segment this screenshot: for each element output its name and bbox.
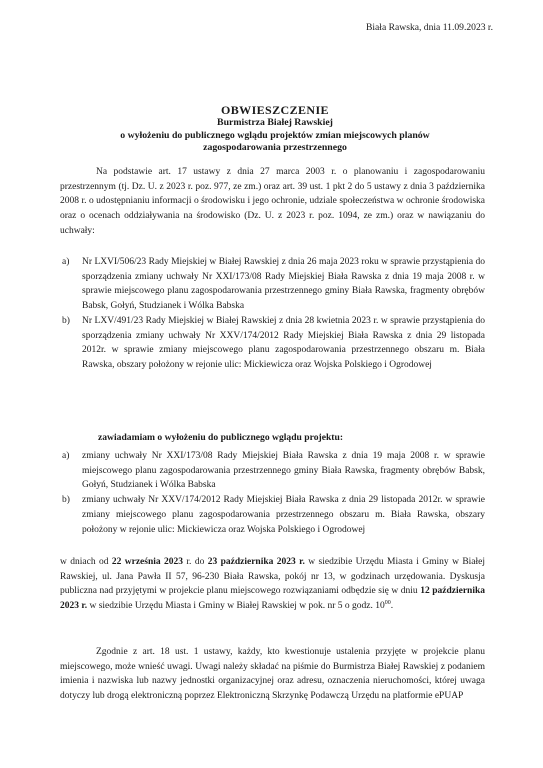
time-minutes: 00	[384, 599, 391, 606]
notice-issuer: Burmistrza Białej Rawskiej	[217, 116, 333, 128]
list-item	[60, 314, 485, 373]
resolution-a-text: Nr LXVI/506/23 Rady Miejskiej w Białej Rawskiej z dnia 26 maja 2023 roku w sprawie przystąpienia do sporządzenia zmiany uchwały Nr XXI/173/08 Rady Miejskiej Biała Rawska z dnia 19 maja 2008 r. w sprawie miejscowego planu zagospodarowania przestrzennego gminy Biała Rawska, fragmenty obrębów Babsk, Gołyń, Studzianek i Wólka Babska	[82, 257, 485, 312]
period-text: w dniach od	[60, 557, 112, 567]
period-text: r. do	[183, 557, 208, 567]
resolution-b-text: Nr LXV/491/23 Rady Miejskiej w Białej Rawskiej z dnia 28 kwietnia 2023 r. w sprawie przystąpienia do sporządzenia zmiany uchwały Nr XXV/174/2012 Rady Miejskiej Biała Rawska z dnia 29 listopada 2012r. w sprawie zmiany miejscowego planu zagospodarowania przestrzennego obszaru m. Biała Rawska, obszary położony w rejonie ulic: Mickiewicza oraz Wojska Polskiego i Ogrodowej	[82, 315, 485, 370]
notice-subject-line1: o wyłożeniu do publicznego wglądu projektów zmian miejscowych planów	[120, 129, 430, 141]
project-b-text: zmiany uchwały Nr XXV/174/2012 Rady Miejskiej Biała Rawska z dnia 29 listopada 2012r. w sprawie zmiany miejscowego planu zagospodarowania przestrzennego obszaru m. Biała Rawska, obszary położony w rejonie ulic: Mickiewicza oraz Wojska Polskiego i Ogrodowej	[82, 495, 485, 535]
list-item	[60, 255, 485, 314]
list-marker: a)	[62, 257, 70, 267]
period-text: .	[390, 601, 394, 612]
discussion-date: 12 października 2023 r.	[60, 586, 486, 612]
period-text: w siedzibie Urzędu Miasta i Gminy w Białej Rawskiej w pok. nr 5 o godz. 10	[87, 601, 385, 612]
display-period-paragraph	[60, 555, 485, 614]
place-date: Biała Rawska, dnia 11.09.2023 r.	[365, 22, 493, 33]
list-item	[60, 449, 485, 493]
list-marker: b)	[62, 495, 70, 506]
resolutions-list	[60, 255, 485, 373]
period-text: w siedzibie Urzędu Miasta i Gminy w Białej Rawskiej, ul. Jana Pawła II 57, 96-230 Biała Rawska, pokój nr 13, w godzinach urzędowania. Dyskusja publiczna nad przyjętymi w projekcie planu miejscowego rozwiązaniami odbędzie się w dniu	[60, 557, 486, 597]
announcement: zawiadamiam o wyłożeniu do publicznego wglądu projektu:	[98, 432, 344, 443]
intro-paragraph: Na podstawie art. 17 ustawy z dnia 27 marca 2003 r. o planowaniu i zagospodarowaniu przestrzennym (tj. Dz. U. z 2023 r. poz. 977, ze zm.) oraz art. 39 ust. 1 pkt 2 do 5 ustawy z dnia 3 października 2008 r. o udostępnianiu informacji o środowisku i jego ochronie, udziale społeczeństwa w ochronie środowiska oraz o ocenach oddziaływania na środowisko (Dz. U. z 2023 r. poz. 1094, ze zm.) oraz w nawiązaniu do uchwały:	[60, 167, 485, 236]
project-a-text: zmiany uchwały Nr XXI/173/08 Rady Miejskiej Biała Rawska z dnia 19 maja 2008 r. w sprawie miejscowego planu zagospodarowania przestrzennego gminy Biała Rawska, fragmenty obrębów Babsk, Gołyń, Studzianek i Wólka Babska	[82, 451, 485, 491]
notice-heading	[60, 104, 490, 155]
end-date: 23 października 2023 r.	[207, 557, 305, 567]
list-item	[60, 493, 485, 537]
notice-title: OBWIESZCZENIE	[221, 103, 329, 117]
projects-list	[60, 449, 485, 537]
list-marker: a)	[62, 451, 70, 461]
start-date: 22 września 2023	[111, 557, 184, 567]
notice-subject-line2: zagospodarowania przestrzennego	[203, 142, 347, 154]
list-marker: b)	[62, 315, 70, 326]
remarks-paragraph: Zgodnie z art. 18 ust. 1 ustawy, każdy, kto kwestionuje ustalenia przyjęte w projekcie planu miejscowego, może wnieść uwagi. Uwagi należy składać na piśmie do Burmistrza Białej Rawskiej z podaniem imienia i nazwiska lub nazwy jednostki organizacyjnej oraz adresu, oznaczenia nieruchomości, której uwaga dotyczy lub drogą elektroniczną poprzez Elektroniczną Skrzynkę Podawczą Urzędu na platformie ePUAP	[60, 647, 485, 702]
